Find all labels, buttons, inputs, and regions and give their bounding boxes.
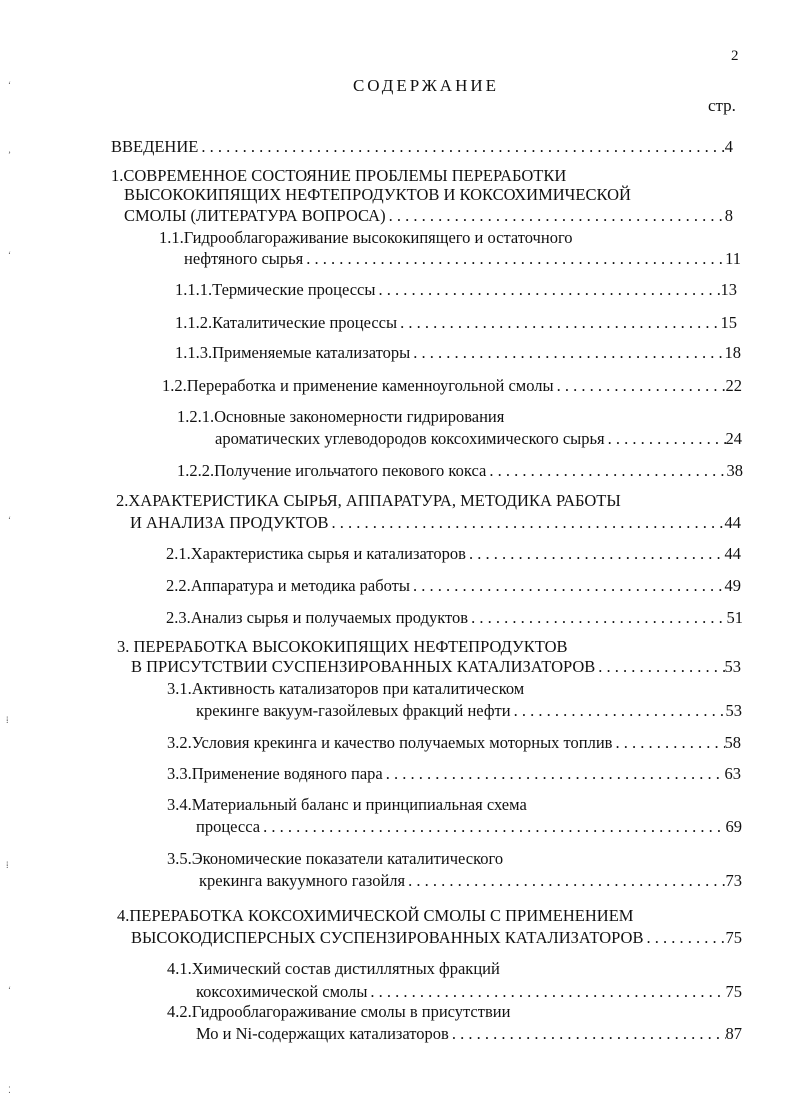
toc-entry-page: 44 xyxy=(724,544,741,563)
leader-dots xyxy=(486,461,726,481)
toc-entry-text: СМОЛЫ (ЛИТЕРАТУРА ВОПРОСА) xyxy=(124,206,386,225)
leader-dots xyxy=(329,513,725,533)
toc-entry-text: коксохимической смолы xyxy=(196,982,368,1001)
toc-entry-text: нефтяного сырья xyxy=(184,249,304,268)
toc-entry-page: 51 xyxy=(726,608,743,627)
toc-entry-page: 44 xyxy=(724,513,741,532)
toc-entry-page: 13 xyxy=(720,280,737,299)
toc-section-3-1-line-1: 3.1.Активность катализаторов при каталитическом xyxy=(167,679,525,698)
toc-entry-text: 2.3.Анализ сырья и получаемых продуктов xyxy=(166,608,469,627)
toc-entry-text: 2.1.Характеристика сырья и катализаторов xyxy=(166,544,466,563)
toc-entry-section-3-3[interactable] xyxy=(167,764,741,784)
toc-entry-page: 22 xyxy=(725,376,742,395)
toc-entry-section-1-2-1[interactable] xyxy=(215,429,742,449)
scan-artifact: ʻ xyxy=(8,515,11,525)
toc-entry-text: ВЫСОКОДИСПЕРСНЫХ СУСПЕНЗИРОВАННЫХ КАТАЛИЗАТОРОВ xyxy=(131,928,644,947)
toc-chapter-4-line-1: 4.ПЕРЕРАБОТКА КОКСОХИМИЧЕСКОЙ СМОЛЫ С ПРИМЕНЕНИЕМ xyxy=(117,906,634,925)
toc-entry-chapter-1[interactable] xyxy=(124,206,733,226)
leader-dots xyxy=(383,764,725,784)
leader-dots xyxy=(303,249,725,269)
toc-chapter-3-line-1: 3. ПЕРЕРАБОТКА ВЫСОКОКИПЯЩИХ НЕФТЕПРОДУКТОВ xyxy=(117,637,568,656)
toc-section-3-5-line-1: 3.5.Экономические показатели каталитического xyxy=(167,849,504,868)
scan-artifact: ⁞ xyxy=(6,860,9,870)
toc-entry-section-4-2[interactable] xyxy=(196,1024,742,1044)
toc-entry-text: ароматических углеводородов коксохимического сырья xyxy=(215,429,605,448)
toc-section-1-1-line-1: 1.1.Гидрооблагораживание высококипящего и остаточного xyxy=(159,228,573,247)
scan-artifact: ⁚ xyxy=(8,1085,11,1095)
leader-dots xyxy=(468,608,726,628)
page-column-label: стр. xyxy=(708,96,736,115)
toc-entry-text: крекинге вакуум-газойлевых фракций нефти xyxy=(196,701,511,720)
toc-entry-chapter-2[interactable] xyxy=(130,513,741,533)
toc-entry-page: 58 xyxy=(724,733,741,752)
toc-entry-page: 8 xyxy=(724,206,733,225)
scan-artifact: ʻ xyxy=(8,985,11,995)
toc-entry-section-1-1-3[interactable] xyxy=(175,343,741,363)
toc-entry-text: 1.2.2.Получение игольчатого пекового кокса xyxy=(177,461,487,480)
toc-entry-page: 18 xyxy=(724,343,741,362)
toc-entry-text: 1.1.1.Термические процессы xyxy=(175,280,376,299)
leader-dots xyxy=(198,137,724,157)
toc-entry-page: 49 xyxy=(724,576,741,595)
toc-entry-page: 15 xyxy=(720,313,737,332)
toc-chapter-1-line-2: ВЫСОКОКИПЯЩИХ НЕФТЕПРОДУКТОВ И КОКСОХИМИЧЕСКОЙ xyxy=(124,185,631,204)
toc-entry-text: 1.1.3.Применяемые катализаторы xyxy=(175,343,411,362)
leader-dots xyxy=(410,576,725,596)
toc-entry-section-2-3[interactable] xyxy=(166,608,743,628)
leader-dots xyxy=(375,280,720,300)
leader-dots xyxy=(405,871,725,891)
toc-entry-page: 4 xyxy=(724,137,733,156)
toc-entry-section-3-4[interactable] xyxy=(196,817,742,837)
toc-entry-page: 53 xyxy=(725,701,742,720)
leader-dots xyxy=(260,817,725,837)
toc-entry-section-1-2-2[interactable] xyxy=(177,461,743,481)
toc-entry-page: 69 xyxy=(725,817,742,836)
leader-dots xyxy=(643,928,725,948)
toc-entry-text: Мо и Ni-содержащих катализаторов xyxy=(196,1024,449,1043)
leader-dots xyxy=(386,206,725,226)
toc-entry-page: 38 xyxy=(726,461,743,480)
scan-artifact: ʻ xyxy=(8,80,11,90)
toc-section-4-2-line-1: 4.2.Гидрооблагораживание смолы в присутствии xyxy=(167,1002,511,1021)
toc-entry-text: процесса xyxy=(196,817,261,836)
toc-entry-section-3-2[interactable] xyxy=(167,733,741,753)
leader-dots xyxy=(397,313,720,333)
toc-entry-text: И АНАЛИЗА ПРОДУКТОВ xyxy=(130,513,329,532)
toc-section-3-4-line-1: 3.4.Материальный баланс и принципиальная схема xyxy=(167,795,527,814)
toc-entry-text: 1.1.2.Каталитические процессы xyxy=(175,313,398,332)
leader-dots xyxy=(605,429,726,449)
scan-artifact: ʻ xyxy=(8,250,11,260)
toc-entry-section-3-1[interactable] xyxy=(196,701,742,721)
toc-entry-text: 2.2.Аппаратура и методика работы xyxy=(166,576,410,595)
leader-dots xyxy=(410,343,724,363)
toc-entry-text: 3.3.Применение водяного пара xyxy=(167,764,383,783)
toc-entry-text: 3.2.Условия крекинга и качество получаемых моторных топлив xyxy=(167,733,613,752)
toc-entry-text: крекинга вакуумного газойля xyxy=(199,871,406,890)
toc-entry-section-1-1-1[interactable] xyxy=(175,280,737,300)
leader-dots xyxy=(449,1024,726,1044)
toc-chapter-1-line-1: 1.СОВРЕМЕННОЕ СОСТОЯНИЕ ПРОБЛЕМЫ ПЕРЕРАБОТКИ xyxy=(111,166,567,185)
leader-dots xyxy=(595,657,724,677)
page-number: 2 xyxy=(731,48,739,64)
toc-entry-section-4-1[interactable] xyxy=(196,982,742,1002)
toc-section-1-2-1-line-1: 1.2.1.Основные закономерности гидрирования xyxy=(177,407,505,426)
toc-entry-page: 11 xyxy=(725,249,741,268)
toc-entry-text: 1.2.Переработка и применение каменноугольной смолы xyxy=(162,376,554,395)
page-title: СОДЕРЖАНИЕ xyxy=(352,76,500,95)
toc-entry-page: 63 xyxy=(724,764,741,783)
leader-dots xyxy=(367,982,725,1002)
toc-entry-intro[interactable] xyxy=(111,137,733,157)
toc-entry-chapter-4[interactable] xyxy=(131,928,742,948)
toc-entry-page: 73 xyxy=(725,871,742,890)
toc-entry-section-1-1[interactable] xyxy=(184,249,741,269)
toc-entry-section-1-1-2[interactable] xyxy=(175,313,737,333)
toc-entry-section-3-5[interactable] xyxy=(199,871,742,891)
toc-entry-text: ВВЕДЕНИЕ xyxy=(111,137,199,156)
toc-entry-chapter-3[interactable] xyxy=(131,657,741,677)
leader-dots xyxy=(511,701,726,721)
toc-entry-page: 75 xyxy=(725,928,742,947)
toc-section-4-1-line-1: 4.1.Химический состав дистиллятных фракций xyxy=(167,959,500,978)
toc-entry-page: 24 xyxy=(725,429,742,448)
toc-entry-text: В ПРИСУТСТВИИ СУСПЕНЗИРОВАННЫХ КАТАЛИЗАТОРОВ xyxy=(131,657,596,676)
scan-artifact: ʼ xyxy=(8,150,11,160)
leader-dots xyxy=(554,376,726,396)
toc-entry-page: 53 xyxy=(724,657,741,676)
toc-chapter-2-line-1: 2.ХАРАКТЕРИСТИКА СЫРЬЯ, АППАРАТУРА, МЕТОДИКА РАБОТЫ xyxy=(116,491,621,510)
toc-entry-page: 87 xyxy=(725,1024,742,1043)
scan-artifact: ⁞ xyxy=(6,715,9,725)
toc-entry-section-1-2[interactable] xyxy=(162,376,742,396)
leader-dots xyxy=(612,733,724,753)
toc-entry-section-2-1[interactable] xyxy=(166,544,741,564)
leader-dots xyxy=(466,544,725,564)
toc-entry-section-2-2[interactable] xyxy=(166,576,741,596)
toc-entry-page: 75 xyxy=(725,982,742,1001)
